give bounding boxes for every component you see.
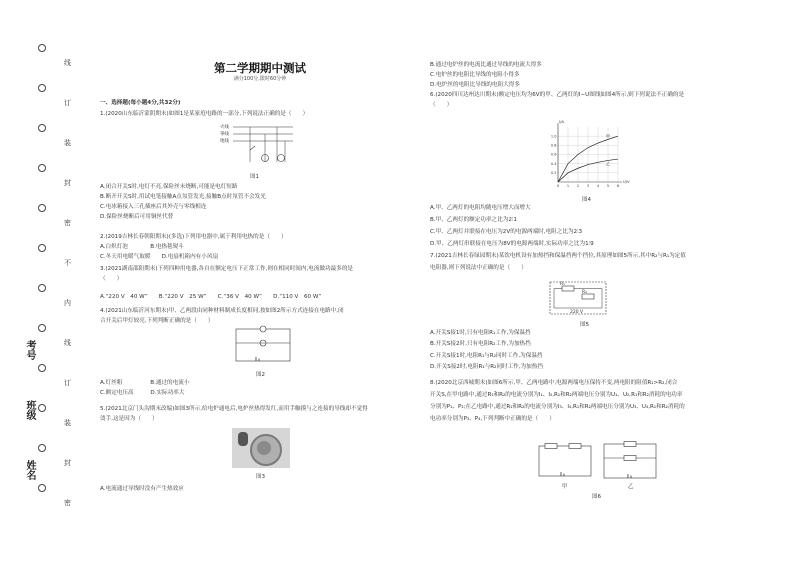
question-line: 4.(2021山东临沂河东期末)甲、乙两段由同种材料制成长度相同,按如图2所示方式连接在电路中,闭 (100, 308, 344, 314)
figure-3-photo (232, 428, 290, 468)
question-line: B.断开开关S时,用试电笔接触A点氖管发光,接触B点时氖管不会发光 (100, 194, 266, 200)
figure-4-caption: 图4 (582, 197, 591, 203)
x-tick-label: 5 (606, 184, 610, 188)
right-top-line: （ ） (430, 102, 453, 108)
right-low-line: C.开关S接1时,电阻R₁与R₂同时工作,为保温挡 (430, 353, 543, 359)
x-tick-label: 6 (616, 184, 620, 188)
gutter-char: 内 (64, 299, 71, 307)
fig5-voltage-label: 220 V (570, 310, 584, 315)
right-mid-line: D.甲、乙两灯串联接在电压为8V的电源两端时,实际功率之比为1∶9 (430, 241, 594, 247)
right-mid-line: B.甲、乙两灯的额定功率之比为2∶1 (430, 217, 517, 223)
figure-6-yi-label: 乙 (628, 484, 634, 490)
fig1-label-ground: 地线 (220, 139, 229, 144)
series-label: 乙 (606, 161, 610, 167)
right-low-line: 分别为P₁、P₂;在乙电路中,通过R₁和R₂的电流分别为I₃、I₄,R₁和R₂两端电压分别为U₃、U₄,R₁和R₂消耗的 (430, 404, 685, 410)
binding-hole (38, 124, 46, 132)
fig1-label-live: 火线 (220, 125, 229, 130)
x-tick-label: 3 (586, 184, 590, 188)
y-axis-label: I/A (559, 119, 564, 124)
name-label: 姓名 (24, 460, 35, 480)
figure-3-caption: 图3 (256, 474, 265, 480)
question-line: C.电冰箱接入三孔插座后其外壳与零线相连 (100, 204, 207, 210)
right-low-line: 开关S,在甲电路中,通过R₁和R₂的电流分别为I₁、I₂,R₁和R₂两端电压分别为U₁、U₂,R₁和R₂消耗的电功率 (430, 392, 683, 398)
question-line: （ ） (100, 276, 123, 282)
binding-hole (38, 244, 46, 252)
figure-2-circuit (232, 323, 294, 365)
question-line: C.额定电压高 D.实际功率大 (100, 390, 185, 396)
question-line: C.冬天用电暖气取暖 D.电扇机箱内有小风扇 (100, 254, 219, 260)
gutter-char: 封 (64, 459, 71, 467)
right-top-line: C.电炉丝的电阻比导线的电阻小得多 (430, 72, 520, 78)
section-heading: 一、选择题(每小题4分,共32分) (100, 100, 181, 106)
question-line: 1.(2020山东临沂蒙阴期末)如图1是某家庭电路的一部分,下列说法正确的是（ ） (100, 111, 309, 117)
gutter-char: 密 (64, 499, 71, 507)
figure-6-caption: 图6 (592, 494, 601, 500)
figure-6-circuit-jia (535, 440, 595, 480)
binding-hole (38, 324, 46, 332)
binding-hole (38, 84, 46, 92)
question-line: 3.(2021湖南邵阳期末)下列四种用电器,各自在额定电压下正常工作,则在相同时间内,电流做功最多的是 (100, 266, 354, 272)
question-line: A.闭合开关S时,电灯不亮,保险丝未烧断,可能是电灯短路 (100, 184, 238, 190)
right-low-line: D.开关S接2时,电阻R₁与R₂同时工作,为加热挡 (430, 364, 543, 370)
binding-hole (38, 164, 46, 172)
y-tick-label: 1.0 (550, 134, 557, 139)
right-top-line: D.电炉丝的电阻比导线的电阻大得多 (430, 82, 520, 88)
gutter-char: 密 (64, 219, 71, 227)
x-tick-label: 0 (556, 184, 560, 188)
question-line: 烫手,这是因为（ ） (100, 416, 158, 422)
fig5-r1-label: R₁ (560, 282, 565, 287)
y-tick-label: 0.4 (550, 161, 557, 166)
x-tick-label: 1 (566, 184, 570, 188)
right-low-line: B.开关S接2时,只有电阻R₂工作,为加热挡 (430, 341, 531, 347)
figure-4-chart (548, 120, 628, 190)
question-line: A.白炽灯泡 B.电热毯熨斗 (100, 244, 184, 250)
question-line: 2.(2019吉林长春朝阳期末)(多选)下列用电器中,属于利用电热的是（ ） (100, 234, 287, 240)
right-top-line: B.通过电炉丝的电流比通过导线的电流大得多 (430, 62, 542, 68)
right-low-line: 8.(2020北京西城期末)如图6所示,甲、乙两电路中,电源两端电压保持不变,两电阻的阻值R₁>R₂,闭合 (430, 380, 678, 386)
figure-1-caption: 图1 (250, 174, 259, 180)
right-top-line: 6.(2020四川达州达川期末)额定电压均为6V的甲、乙两灯的I−U图线如图4所示,则下列说法不正确的是 (430, 92, 685, 98)
binding-hole (38, 44, 46, 52)
gutter-char: 订 (64, 379, 71, 387)
right-mid-line: C.甲、乙两灯并联接在电压为2V的电源两端时,电阻之比为2∶3 (430, 229, 583, 235)
gutter-char: 线 (64, 59, 71, 67)
question-line: 5.(2021北京门头沟期末改编)如图3所示,给电炉通电后,电炉丝热得发红,而用手触摸与之连接的导线却不觉得 (100, 406, 368, 412)
gutter-char: 封 (64, 179, 71, 187)
x-axis-label: U/V (623, 179, 630, 184)
gutter-char: 装 (64, 139, 71, 147)
gutter-char: 装 (64, 419, 71, 427)
page-title: 第二学期期中测试 (214, 61, 306, 75)
y-tick-label: 0.2 (550, 171, 557, 176)
binding-hole (38, 484, 46, 492)
question-line: D.保险丝烧断后可用铜丝代替 (100, 214, 174, 220)
y-tick-label: 0.8 (550, 143, 557, 148)
figure-6-jia-label: 甲 (562, 484, 568, 490)
question-line: 合开关后甲灯较亮,下列判断正确的是（ ） (100, 318, 214, 324)
gutter-char: 线 (64, 339, 71, 347)
binding-hole (38, 204, 46, 212)
binding-hole (38, 404, 46, 412)
x-tick-label: 4 (596, 184, 600, 188)
exam-no-label: 考号 (24, 340, 35, 360)
right-mid-line: 7.(2021吉林长春绿园期末)某饮电机设有加热挡和保温挡两个挡位,其原理如图5所示,其中R₂与R₁为定值 (430, 253, 686, 259)
figure-6-circuit-yi (600, 436, 660, 482)
right-low-line: A.开关S接1时,只有电阻R₁工作,为保温挡 (430, 330, 531, 336)
fig1-label-neutral: 零线 (220, 132, 229, 137)
right-low-line: 电功率分别为P₃、P₄,下列判断中正确的是（ ） (430, 416, 555, 422)
binding-hole (38, 364, 46, 372)
binding-hole (38, 444, 46, 452)
question-line: A.电流通过导线时没有产生热效应 (100, 486, 184, 492)
right-mid-line: 电阻器,则下列说法中正确的是（ ） (430, 265, 527, 271)
gutter-char: 订 (64, 99, 71, 107)
page-subtitle: 满分100分,限时60分钟 (233, 76, 287, 82)
question-line: A.灯丝粗 B.通过的电流小 (100, 380, 190, 386)
class-label: 班级 (24, 400, 35, 420)
y-tick-label: 0.6 (550, 152, 557, 157)
binding-hole (38, 284, 46, 292)
x-tick-label: 2 (576, 184, 580, 188)
figure-2-caption: 图2 (256, 372, 265, 378)
question-line: A.“220 V 40 W” B.“220 V 25 W” C.“36 V 40 W” D.“110 V 60 W” (100, 294, 322, 300)
right-mid-line: A.甲、乙两灯的电阻均随电压增大而增大 (430, 205, 531, 211)
fig5-r2-label: R₂ (582, 290, 587, 295)
gutter-char: 不 (64, 259, 71, 267)
series-label: 甲 (606, 133, 610, 139)
figure-5-caption: 图5 (580, 322, 589, 328)
